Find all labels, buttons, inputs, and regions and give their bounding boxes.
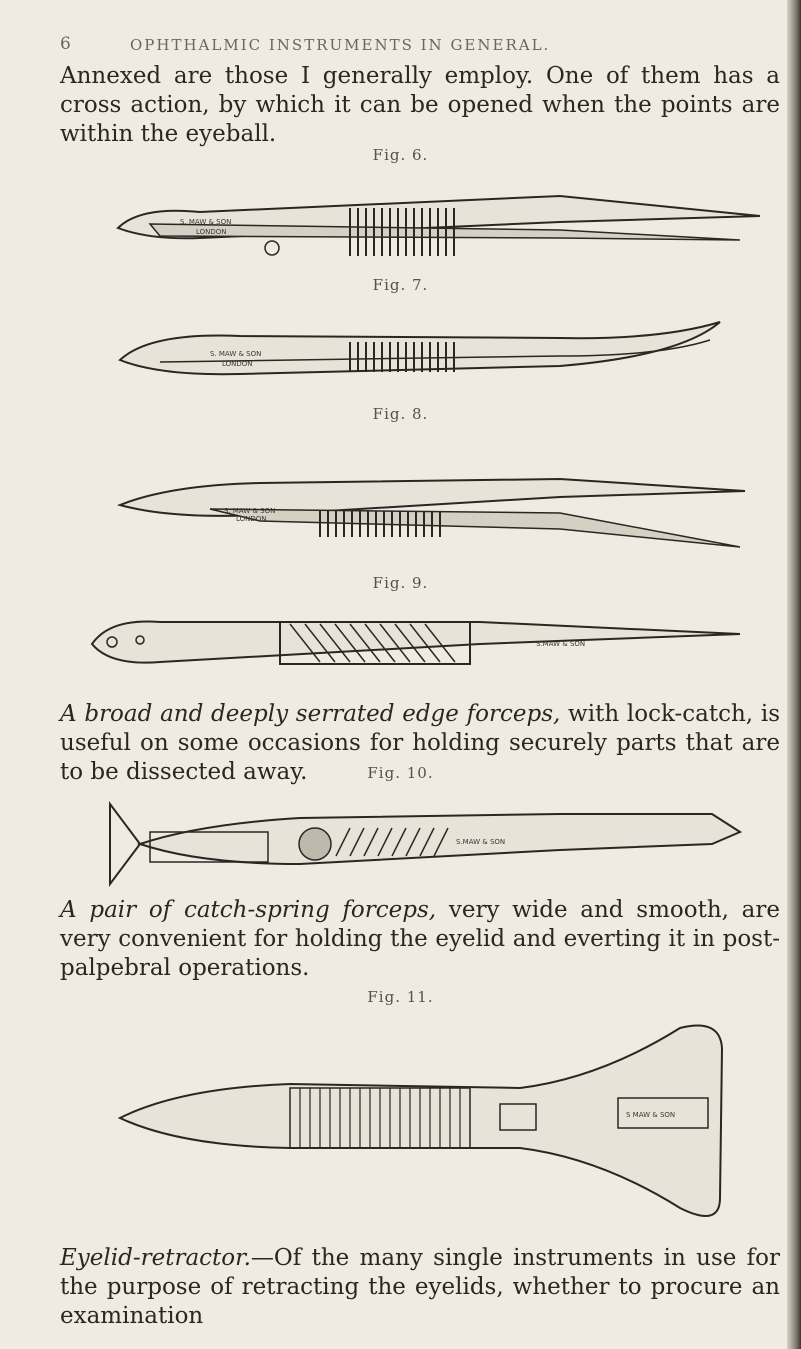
fig10-maker-stamp: S.MAW & SON	[456, 838, 506, 846]
fig8-maker-stamp: S. MAW & SON	[224, 507, 276, 515]
serrated-forceps-title: A broad and deeply serrated edge forceps,	[60, 701, 561, 727]
catch-spring-forceps-text: very wide and smooth, are very convenient for holding the eyelid and everting it in post-palpebral operations.	[60, 897, 780, 981]
running-head: OPHTHALMIC INSTRUMENTS IN GENERAL.	[130, 36, 551, 54]
fig9-label: Fig. 9.	[372, 574, 429, 592]
page-number: 6	[60, 34, 71, 54]
eyelid-retractor-text: —Of the many single instruments in use for the purpose of retracting the eyelids, whether to procure an examination	[60, 1245, 780, 1329]
fig6-label: Fig. 6.	[372, 146, 429, 164]
fig10-catch-spring-forceps-illustration	[0, 784, 801, 894]
fig7-place-stamp: LONDON	[222, 360, 253, 368]
paragraph-annexed: Annexed are those I generally employ. One of them has a cross action, by which it can be opened when the points are within the eyeball.	[60, 63, 780, 147]
fig7-forceps-illustration	[0, 296, 801, 406]
fig8-label: Fig. 8.	[372, 405, 429, 423]
fig8-place-stamp: LONDON	[236, 515, 267, 523]
fig10-label: Fig. 10.	[367, 764, 434, 782]
fig6-maker-stamp: S. MAW & SON	[180, 218, 232, 226]
paragraph-eyelid-retractor	[60, 1244, 780, 1331]
fig9-serrated-forceps-illustration	[0, 594, 801, 694]
catch-spring-forceps-title: A pair of catch-spring forceps,	[60, 897, 437, 923]
fig11-label: Fig. 11.	[367, 988, 434, 1006]
fig7-maker-stamp: S. MAW & SON	[210, 350, 262, 358]
serrated-forceps-text: with lock-catch, is useful on some occasions for holding securely parts that are to be dissected away.	[60, 701, 780, 785]
paragraph-catch-spring-forceps	[60, 896, 780, 983]
fig9-maker-stamp: S.MAW & SON	[536, 640, 586, 648]
fig11-eyelid-retractor-illustration	[0, 1008, 801, 1238]
fig8-forceps-illustration	[0, 425, 801, 565]
fig7-label: Fig. 7.	[372, 276, 429, 294]
fig11-maker-stamp: S MAW & SON	[626, 1111, 676, 1119]
fig6-forceps-illustration	[0, 166, 801, 276]
fig6-place-stamp: LONDON	[196, 228, 227, 236]
eyelid-retractor-title: Eyelid-retractor.	[60, 1245, 251, 1271]
